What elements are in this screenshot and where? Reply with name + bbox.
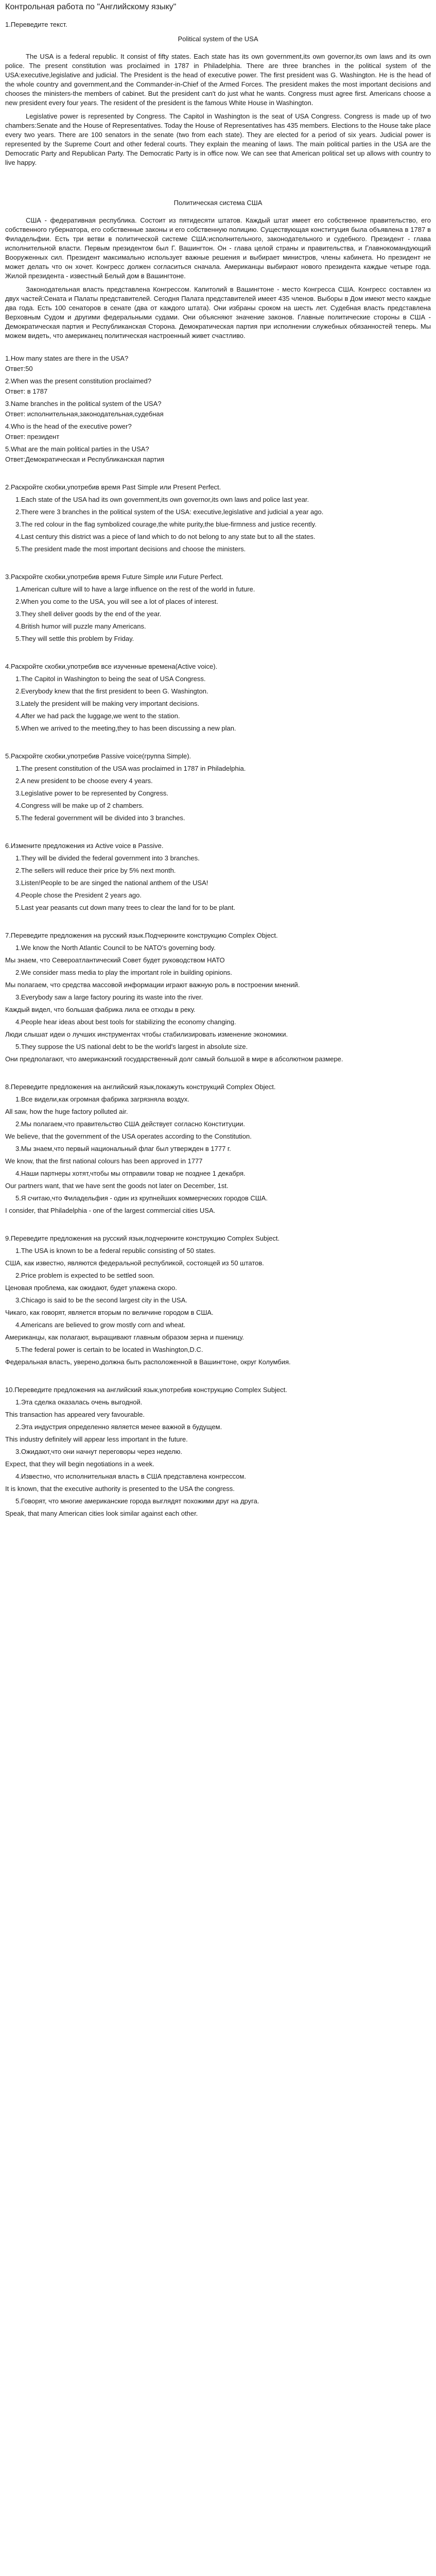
qa-answer: Ответ: в 1787 [5,387,48,395]
list-item: 4.Last century this district was a piece of land which to do not belong to any state but to all the states. [15,533,316,540]
list-item: 2.A new president to be choose every 4 years. [15,777,153,785]
translation-line: Мы полагаем, что средства массовой информации играют важную роль в построении мнений. [5,981,300,989]
list-item: 5.Говорят, что многие американские города выглядят похожими друг на друга. [15,1497,259,1505]
list-item: 3.Lately the president will be making very important decisions. [15,700,199,707]
list-item: 4.People hear ideas about best tools for stabilizing the economy changing. [15,1018,236,1026]
translation-line: США, как известно, являются федеральной республикой, состоящей из 50 штатов. [5,1259,264,1267]
translation-line: Федеральная власть, уверено,должна быть расположенной в Вашингтоне, округ Колумбия. [5,1358,291,1366]
translation-line: This industry definitely will appear less important in the future. [5,1435,188,1443]
list-item: 4.Congress will be make up of 2 chambers. [15,802,144,809]
translation-line: Speak, that many American cities look similar against each other. [5,1510,198,1517]
translation-line: We know, that the first national colours has been approved in 1777 [5,1157,203,1165]
list-item: 3.Ожидают,что они начнут переговоры через неделю. [15,1448,182,1455]
translation-line: Чикаго, как говорят, является вторым по величине городом в США. [5,1309,214,1316]
list-item: 4.Наши партнеры хотят,чтобы мы отправили товар не позднее 1 декабря. [15,1170,246,1177]
list-item: 1.We know the North Atlantic Council to be NATO's governing body. [15,944,216,952]
translation-line: Они предполагают, что американский государственный долг самый большой в мире в абсолютном размере. [5,1055,343,1063]
translation-line: All saw, how the huge factory polluted air. [5,1108,128,1115]
qa-question: 2.When was the present constitution proclaimed? [5,377,151,385]
list-item: 2.Эта индустрия определенно является менее важной в будущем. [15,1423,222,1431]
qa-question: 1.How many states are there in the USA? [5,354,129,362]
list-item: 2.Everybody knew that the first president to been G. Washington. [15,687,208,695]
list-item: 1.Эта сделка оказалась очень выгодной. [15,1398,143,1406]
list-item: 1.The USA is known to be a federal republic consisting of 50 states. [15,1247,216,1255]
list-item: 2.The sellers will reduce their price by 5% next month. [15,867,176,874]
list-item: 1.The Capitol in Washington to being the seat of USA Congress. [15,675,206,683]
en-paragraph-1: The USA is a federal republic. It consist of fifty states. Each state has its own government,its own governor,its own laws and its own police. The present constitution was proclaimed in 1787 in Philadelphia. There are three branches in the political system of the USA:executive,legislative and judicial. The President is the head of executive power. The first president was G. Washington. He is the head of the whole country and government,and the Commander-in-Chief of the Armed Forces. The president makes the most important decisions and chooses the ministers-the members of cabinet. But the president can't do just what he wants. Congress must agree first. Americans choose a new president every four years. The resident of the president is the famous White House in Washington. [5,53,431,107]
list-item: 4.People chose the President 2 years ago. [15,891,142,899]
list-item: 2.There were 3 branches in the political system of the USA: executive,legislative and judicial a year ago. [15,508,324,516]
list-item: 4.Известно, что исполнительная власть в США представлена конгрессом. [15,1472,246,1480]
qa-list [5,354,431,464]
task7-header: 7.Переведите предложения на русский язык.Подчеркните конструкцию Complex Object. [5,931,278,939]
task8-header: 8.Переведите предложения на английский язык,покажуть конструкций Complex Object. [5,1083,276,1091]
list-item: 5.They suppose the US national debt to be the world's largest in absolute size. [15,1043,248,1050]
translation-line: We believe, that the government of the USA operates according to the Constitution. [5,1132,252,1140]
list-item: 3.Chicago is said to be the second largest city in the USA. [15,1296,187,1304]
ru-paragraph-1: США - федеративная республика. Состоит из пятидесяти штатов. Каждый штат имеет его собственное правительство, его собственного губернатора, его собственные законы и его собственную полицию. Существующая конституция была объявлена в 1787 в Филадельфии. Есть три ветви в политической системе США:исполнительного, законодательного и судебного. Президент - глава исполнительной власти. Первым президентом был Г. Вашингтон. Он - глава целой страны и правительства, и Главнокомандующий Вооруженных сил. Президент максимально использует важные решения и выбирает министров, члены кабинета. Но президент не может делать что он хочет. Конгресс должен согласиться сначала. Американцы выбирают нового президента каждые четыре года. Жилой президента - известный Белый дом в Вашингтоне. [5,216,431,280]
task4-header: 4.Раскройте скобки,употребив все изученные времена(Active voice). [5,663,218,670]
qa-answer: Ответ: исполнительная,законодательная,судебная [5,410,164,418]
qa-answer: Ответ: президент [5,433,60,440]
translation-line: Expect, that they will begin negotiations in a week. [5,1460,154,1468]
translation-line: Американцы, как полагают, выращивают главным образом зерна и пшеницу. [5,1333,245,1341]
list-item: 1.Все видели,как огромная фабрика загрязняла воздух. [15,1095,189,1103]
list-item: 5.The federal government will be divided into 3 branches. [15,814,185,822]
task6-header: 6.Измените предложения из Active voice в Passive. [5,842,164,850]
translation-line: Ценовая проблема, как ожидают, будет улажена скоро. [5,1284,177,1292]
document-title: Контрольная работа по "Английскому языку" [5,3,177,11]
list-item: 1.The present constitution of the USA was proclaimed in 1787 in Philadelphia. [15,765,246,772]
list-item: 3.The red colour in the flag symbolized courage,the white purity,the blue-firmness and justice recently. [15,520,317,528]
task10-header: 10.Переведите предложения на английский язык,употребив конструкцию Complex Subject. [5,1386,287,1394]
translation-line: It is known, that the executive authority is presented to the USA the congress. [5,1485,235,1493]
en-paragraph-2: Legislative power is represented by Congress. The Capitol in Washington is the seat of USA Congress. Congress is made up of two chambers:Senate and the House of Representatives. Today the House of Representatives has 435 members. Elections to the House take place every two years. There are 100 senators in the senate (two from each state). They are elected for a period of six years. Judicial power is represented by the Supreme Court and other federal courts. They explain the meaning of laws. The main political parties in the USA are the Democratic Party and Republican Party. The Democratic Party is in office now. We can see that American political set up allows with country to live happy. [5,112,431,166]
translation-line: This transaction has appeared very favourable. [5,1411,145,1418]
task3-header: 3.Раскройте скобки,употребив время Future Simple или Future Perfect. [5,573,223,581]
list-item: 5.Я считаю,что Филадельфия - один из крупнейших коммерческих городов США. [15,1194,268,1202]
en-text-title: Political system of the USA [178,35,258,43]
list-item: 5.When we arrived to the meeting,they to has been discussing a new plan. [15,724,236,732]
list-item: 3.Legislative power to be represented by Congress. [15,789,169,797]
list-item: 4.Americans are believed to grow mostly corn and wheat. [15,1321,186,1329]
list-item: 5.They will settle this problem by Friday. [15,635,134,642]
list-item: 1.American culture will to have a large influence on the rest of the world in future. [15,585,255,593]
list-item: 2.When you come to the USA, you will see a lot of places of interest. [15,598,218,605]
list-item: 5.The president made the most important decisions and choose the ministers. [15,545,246,553]
translation-line: Каждый видел, что большая фабрика лила ее отходы в реку. [5,1006,196,1013]
qa-question: 4.Who is the head of the executive power? [5,422,132,430]
task5-header: 5.Раскройте скобки,употребив Passive voice(группа Simple). [5,752,191,760]
list-item: 3.They shell deliver goods by the end of the year. [15,610,162,618]
list-item: 3.Everybody saw a large factory pouring its waste into the river. [15,993,203,1001]
qa-question: 3.Name branches in the political system of the USA? [5,400,162,408]
list-item: 2.Мы полагаем,что правительство США действует согласно Конституции. [15,1120,246,1128]
qa-question: 5.What are the main political parties in the USA? [5,445,149,453]
list-item: 5.Last year peasants cut down many trees to clear the land for to be plant. [15,904,236,911]
list-item: 3.Мы знаем,что первый национальный флаг был утвержден в 1777 г. [15,1145,231,1153]
list-item: 4.After we had pack the luggage,we went to the station. [15,712,180,720]
translation-line: Our partners want, that we have sent the goods not later on December, 1st. [5,1182,229,1190]
list-item: 2.Price problem is expected to be settled soon. [15,1272,155,1279]
list-item: 1.Each state of the USA had its own government,its own governor,its own laws and police last year. [15,496,309,503]
task9-header: 9.Переведите предложения на русский язык,подчеркните конструкцию Complex Subject. [5,1234,280,1242]
task1-header: 1.Переведите текст. [5,21,67,28]
list-item: 5.The federal power is certain to be located in Washington,D.C. [15,1346,203,1353]
translation-line: I consider, that Philadelphia - one of the largest commercial cities USA. [5,1207,216,1214]
qa-answer: Ответ:Демократическая и Республиканская партия [5,455,165,463]
ru-paragraph-2: Законодательная власть представлена Конгрессом. Капитолий в Вашингтоне - место Конгресса США. Конгресс составлен из двух частей:Сената и Палаты представителей. Сегодня Палата представителей имеет 435 членов. Выборы в Дом имеют место каждые два года. Есть 100 сенаторов в сенате (два от каждого штата). Они избраны сроком на шесть лет. Судебная власть представлена Верховным Судом и другими федеральными судами. Они объясняют значение законов. Главные политические стороны в США - Демократическая партия и Республиканская Сторона. Демократическая партия при исполнении служебных обязанностей теперь. Мы можем видеть, что американец политическая настроенный живет счастливо. [5,285,431,340]
list-item: 1.They will be divided the federal government into 3 branches. [15,854,200,862]
list-item: 2.We consider mass media to play the important role in building opinions. [15,969,233,976]
ru-text-title: Политическая система США [173,199,263,207]
list-item: 3.Listen!People to be are singed the national anthem of the USA! [15,879,208,887]
translation-line: Мы знаем, что Североатлантический Совет будет руководством НАТО [5,956,225,964]
task2-header: 2.Раскройте скобки,употребив время Past Simple или Present Perfect. [5,483,221,491]
qa-answer: Ответ:50 [5,365,33,372]
translation-line: Люди слышат идеи о лучших инструментах чтобы стабилизировать изменение экономики. [5,1030,288,1038]
list-item: 4.British humor will puzzle many Americans. [15,622,146,630]
